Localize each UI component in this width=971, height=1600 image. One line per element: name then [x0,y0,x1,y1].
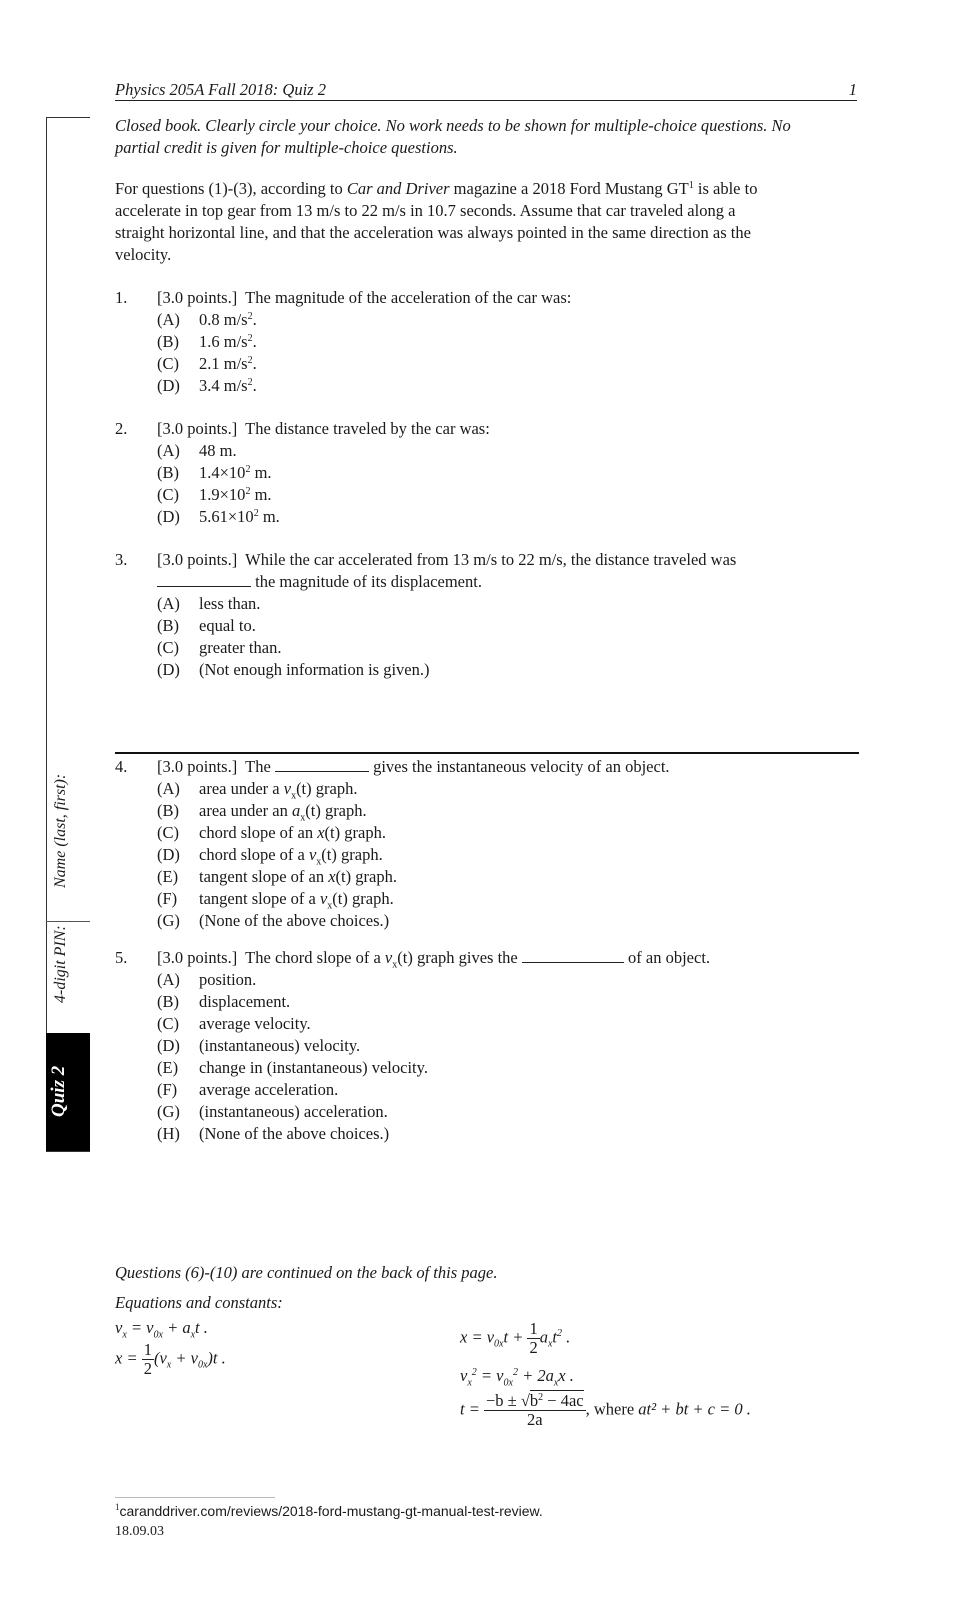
q1-option-c[interactable]: (C) 2.1 $m/s^2$. [157,354,257,373]
intro-line-2: accelerate in top gear from 13 m/s to 22 m/s in 10.7 seconds. Assume that car traveled along a [115,201,736,220]
footnote: $^1$caranddriver.com/reviews/2018-ford-mustang-gt-manual-test-review. [115,1502,543,1519]
q3-option-b[interactable]: (B) equal to. [157,616,256,635]
header-title: Physics 205A Fall 2018: Quiz 2 [115,80,326,99]
q1-option-b[interactable]: (B) 1.6 $m/s^2$. [157,332,257,351]
q2-option-c[interactable]: (C) $1.9\times 10^2$ m. [157,485,272,504]
q5-option-g[interactable]: (G) (instantaneous) acceleration. [157,1102,388,1121]
equation-velocity: $v_x = v_{0x} + a_xt$ . [115,1318,208,1341]
q5-option-b[interactable]: (B) displacement. [157,992,291,1011]
page-header [115,80,857,101]
continued-note: Questions (6)-(10) are continued on the back of this page. [115,1263,498,1282]
quiz-label: Quiz 2 [48,1065,69,1117]
q2-option-d[interactable]: (D) $5.61\times 10^2$ m. [157,507,280,526]
q4-option-g[interactable]: (G) (None of the above choices.) [157,911,390,930]
intro-line-3: straight horizontal line, and that the acceleration was always pointed in the same direction as the [115,223,751,242]
q4-option-c[interactable]: (C) chord slope of an x(t) graph. [157,823,386,842]
question-2: 2. [3.0 points.] The distance traveled by the car was: (A) 48 m. (B) $1.4\times 10^2$ m. (C) $1.9\times 10^2$ m. (D) $5.61\times 10^2$ m. [115,419,490,526]
q5-option-h[interactable]: (H) (None of the above choices.) [157,1124,390,1143]
answer-blank [522,948,624,963]
equations-title: Equations and constants: [115,1293,283,1312]
q3-option-d[interactable]: (D) (Not enough information is given.) [157,660,430,679]
page-number: 1 [848,80,857,99]
q4-option-f[interactable]: (F) tangent slope of a $v_x(t)$ graph. [157,889,394,912]
answer-blank [275,757,369,772]
equation-velocity-squared: $v_x^2 = v_{0x}^2 + 2a_xx$ . [460,1366,574,1389]
section-divider [115,752,859,754]
pin-label: 4-digit PIN: [52,925,69,1003]
q5-option-d[interactable]: (D) (instantaneous) velocity. [157,1036,361,1055]
instructions: Closed book. Clearly circle your choice. No work needs to be shown for multiple-choice questions. No partial credit is given for multiple-choice questions. [115,116,791,157]
question-4: 4. [3.0 points.] The gives the instantaneous velocity of an object. (A) area under a $v_x(t)$ graph. (B) area under an $a_x(t)$ graph. (C) chord slope of an x(t) graph. (D) chord slope of a $v_x(t)$ graph. (E) tangent slope of an x(t) graph. (F) tangent slope of a $v_x(t)$ graph. (G) (None of the above choices.) [115,757,670,930]
q4-option-d[interactable]: (D) chord slope of a $v_x(t)$ graph. [157,845,383,868]
document-code: 18.09.03 [115,1524,164,1539]
q1-option-a[interactable]: (A) 0.8 $m/s^2$. [157,310,257,329]
equation-position: $x = v_{0x}t$ + $\frac{1}{2}$ $a_xt^2$ . [460,1319,571,1357]
q3-option-c[interactable]: (C) greater than. [157,638,282,657]
footnote-url[interactable]: caranddriver.com/reviews/2018-ford-mustang-gt-manual-test-review. [119,1503,543,1519]
q3-line-2: the magnitude of its displacement. [157,571,482,593]
q5-option-a[interactable]: (A) position. [157,970,257,989]
intro-line-4: velocity. [115,245,172,264]
q5-option-c[interactable]: (C) average velocity. [157,1014,311,1033]
q3-option-a[interactable]: (A) less than. [157,594,261,613]
q4-option-b[interactable]: (B) area under an $a_x(t)$ graph. [157,801,367,824]
answer-blank [157,572,251,587]
question-3: 3. [3.0 points.] While the car accelerated from 13 m/s to 22 m/s, the distance traveled was the magnitude of its displacement. (A) less than. (B) equal to. (C) greater than. (D) (Not enough information is given.) [115,550,737,679]
question-1: 1. [3.0 points.] The magnitude of the acceleration of the car was: (A) 0.8 $m/s^2$. (B) 1.6 $m/s^2$. (C) 2.1 $m/s^2$. (D) 3.4 $m/s^2$. [115,288,572,395]
q2-option-b[interactable]: (B) $1.4\times 10^2$ m. [157,463,272,482]
question-5: 5. [3.0 points.] The chord slope of a $v_x(t)$ graph gives the of an object. (A) position. (B) displacement. (C) average velocity. (D) (instantaneous) velocity. (E) change in (instantaneous) velocity. (F) average acceleration. (G) (instantaneous) acceleration. (H) (None of the above choices.) [115,948,711,1143]
equation-average-velocity: x = $\frac{1}{2}$ $(v_x + v_{0x})t$ . [115,1340,226,1378]
q4-option-a[interactable]: (A) area under a $v_x(t)$ graph. [157,779,358,802]
equation-quadratic: t = $\frac{-b \pm √b^2 - 4ac}{2a}$ , where at² + bt + c = 0 . [460,1391,751,1429]
sidebar-divider [46,921,90,922]
name-label: Name (last, first): [52,773,69,888]
q1-option-d[interactable]: (D) 3.4 $m/s^2$. [157,376,257,395]
footnote-ref: 1 [688,180,694,191]
q2-option-a[interactable]: (A) 48 m. [157,441,237,460]
intro-line-1: For questions (1)-(3), according to Car and Driver magazine a 2018 Ford Mustang $GT^1$ is able to [115,179,758,198]
q5-option-f[interactable]: (F) average acceleration. [157,1080,339,1099]
q5-option-e[interactable]: (E) change in (instantaneous) velocity. [157,1058,428,1077]
intro-paragraph [115,178,855,266]
footnote-rule [115,1497,275,1498]
q4-option-e[interactable]: (E) tangent slope of an x(t) graph. [157,867,397,886]
